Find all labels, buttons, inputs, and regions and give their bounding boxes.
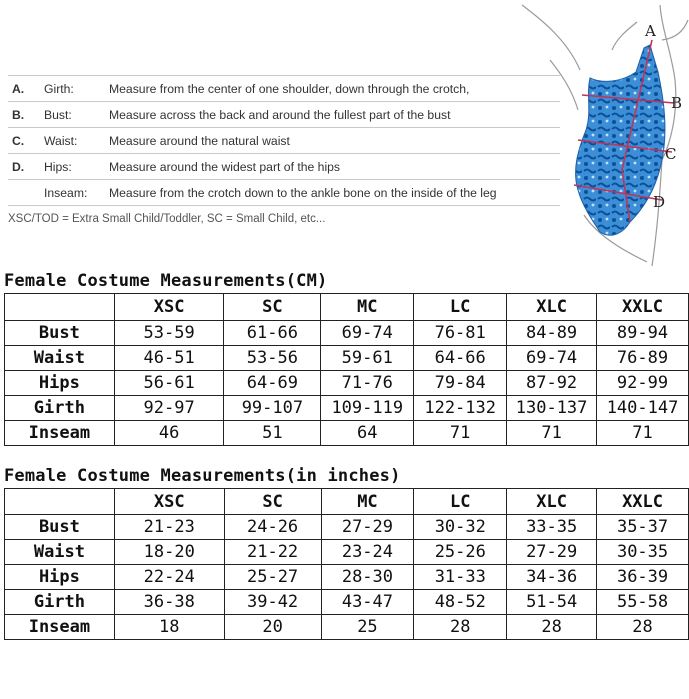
table-row (5, 421, 689, 446)
table-cell: 71 (597, 421, 689, 446)
table-row (5, 615, 689, 640)
cm-table-title: Female Costume Measurements(CM) (4, 271, 328, 291)
header-cell: XXLC (597, 294, 689, 321)
row-label: Inseam (5, 421, 115, 446)
letter-a: A (645, 22, 656, 40)
table-cell: 24-26 (224, 515, 321, 540)
measurement-guide (8, 75, 560, 206)
table-cell: 51 (224, 421, 321, 446)
inches-measurements-table (4, 488, 689, 640)
header-cell: LC (414, 489, 507, 515)
header-cell: XLC (507, 489, 597, 515)
table-cell: 28 (597, 615, 689, 640)
table-row (5, 321, 689, 346)
table-cell: 25 (321, 615, 414, 640)
guide-row-girth (8, 75, 560, 102)
guide-row-waist (8, 128, 560, 154)
letter-d: D (653, 193, 666, 211)
table-cell: 22-24 (114, 565, 224, 590)
table-cell: 39-42 (224, 590, 321, 615)
row-label: Inseam (5, 615, 115, 640)
table-cell: 92-97 (114, 396, 224, 421)
row-label: Girth (5, 590, 115, 615)
body-figure-illustration (512, 0, 689, 268)
row-label: Bust (5, 321, 115, 346)
guide-label: Hips: (44, 160, 72, 174)
table-cell: 89-94 (597, 321, 689, 346)
table-cell: 53-56 (224, 346, 321, 371)
table-cell: 27-29 (321, 515, 414, 540)
table-cell: 76-89 (597, 346, 689, 371)
row-label: Hips (5, 565, 115, 590)
table-row (5, 396, 689, 421)
inches-table-title: Female Costume Measurements(in inches) (4, 466, 401, 486)
table-cell: 28 (414, 615, 507, 640)
table-cell: 55-58 (597, 590, 689, 615)
table-cell: 59-61 (321, 346, 414, 371)
table-cell: 79-84 (414, 371, 507, 396)
letter-c: C (665, 145, 677, 163)
cm-measurements-table (4, 293, 689, 446)
table-cell: 53-59 (114, 321, 224, 346)
guide-label: Waist: (44, 134, 78, 148)
table-cell: 109-119 (321, 396, 414, 421)
guide-letter: B. (12, 108, 25, 122)
table-cell: 25-27 (224, 565, 321, 590)
table-cell: 36-38 (114, 590, 224, 615)
table-cell: 30-32 (414, 515, 507, 540)
table-cell: 130-137 (507, 396, 597, 421)
table-cell: 92-99 (597, 371, 689, 396)
leotard-shape (576, 45, 665, 235)
guide-letter: A. (12, 82, 25, 96)
table-cell: 25-26 (414, 540, 507, 565)
table-cell: 35-37 (597, 515, 689, 540)
table-cell: 21-22 (224, 540, 321, 565)
table-cell: 71 (507, 421, 597, 446)
table-cell: 30-35 (597, 540, 689, 565)
row-label: Bust (5, 515, 115, 540)
table-cell: 43-47 (321, 590, 414, 615)
table-cell: 33-35 (507, 515, 597, 540)
row-label: Hips (5, 371, 115, 396)
table-cell: 69-74 (321, 321, 414, 346)
table-cell: 18-20 (114, 540, 224, 565)
header-cell: XLC (507, 294, 597, 321)
table-cell: 28 (507, 615, 597, 640)
guide-description: Measure around the widest part of the hips (109, 160, 341, 174)
row-label: Girth (5, 396, 115, 421)
table-row (5, 590, 689, 615)
guide-row-hips (8, 154, 560, 180)
header-cell: LC (414, 294, 507, 321)
table-row (5, 515, 689, 540)
letter-b: B (671, 94, 683, 112)
table-cell: 31-33 (414, 565, 507, 590)
table-cell: 61-66 (224, 321, 321, 346)
table-cell: 27-29 (507, 540, 597, 565)
guide-row-inseam (8, 180, 560, 206)
table-cell: 64-69 (224, 371, 321, 396)
header-cell: XXLC (597, 489, 689, 515)
header-cell (5, 489, 115, 515)
header-cell: SC (224, 294, 321, 321)
table-cell: 64-66 (414, 346, 507, 371)
table-row (5, 371, 689, 396)
header-cell: XSC (114, 294, 224, 321)
row-label: Waist (5, 540, 115, 565)
table-cell: 48-52 (414, 590, 507, 615)
size-abbreviation-note: XSC/TOD = Extra Small Child/Toddler, SC = Small Child, etc... (8, 213, 326, 225)
guide-label: Girth: (44, 82, 74, 96)
table-cell: 46 (114, 421, 224, 446)
table-cell: 87-92 (507, 371, 597, 396)
table-cell: 64 (321, 421, 414, 446)
table-row (5, 565, 689, 590)
guide-description: Measure from the center of one shoulder, down through the crotch, (109, 82, 470, 96)
table-cell: 122-132 (414, 396, 507, 421)
table-header-row (5, 294, 689, 321)
table-cell: 99-107 (224, 396, 321, 421)
table-cell: 51-54 (507, 590, 597, 615)
header-cell: XSC (114, 489, 224, 515)
header-cell: MC (321, 489, 414, 515)
table-row (5, 540, 689, 565)
guide-letter: C. (12, 134, 25, 148)
table-cell: 71-76 (321, 371, 414, 396)
row-label: Waist (5, 346, 115, 371)
table-row (5, 346, 689, 371)
guide-row-bust (8, 102, 560, 128)
table-cell: 71 (414, 421, 507, 446)
table-cell: 140-147 (597, 396, 689, 421)
table-cell: 21-23 (114, 515, 224, 540)
table-cell: 28-30 (321, 565, 414, 590)
guide-description: Measure across the back and around the fullest part of the bust (109, 108, 451, 122)
table-cell: 23-24 (321, 540, 414, 565)
guide-letter: D. (12, 160, 25, 174)
guide-label: Inseam: (44, 186, 88, 200)
table-header-row (5, 489, 689, 515)
table-cell: 18 (114, 615, 224, 640)
table-cell: 34-36 (507, 565, 597, 590)
table-cell: 69-74 (507, 346, 597, 371)
guide-description: Measure from the crotch down to the ankle bone on the inside of the leg (109, 186, 497, 200)
table-cell: 56-61 (114, 371, 224, 396)
table-cell: 36-39 (597, 565, 689, 590)
header-cell: SC (224, 489, 321, 515)
table-cell: 20 (224, 615, 321, 640)
header-cell (5, 294, 115, 321)
table-cell: 76-81 (414, 321, 507, 346)
table-cell: 46-51 (114, 346, 224, 371)
table-cell: 84-89 (507, 321, 597, 346)
header-cell: MC (321, 294, 414, 321)
guide-label: Bust: (44, 108, 72, 122)
guide-description: Measure around the natural waist (109, 134, 290, 148)
